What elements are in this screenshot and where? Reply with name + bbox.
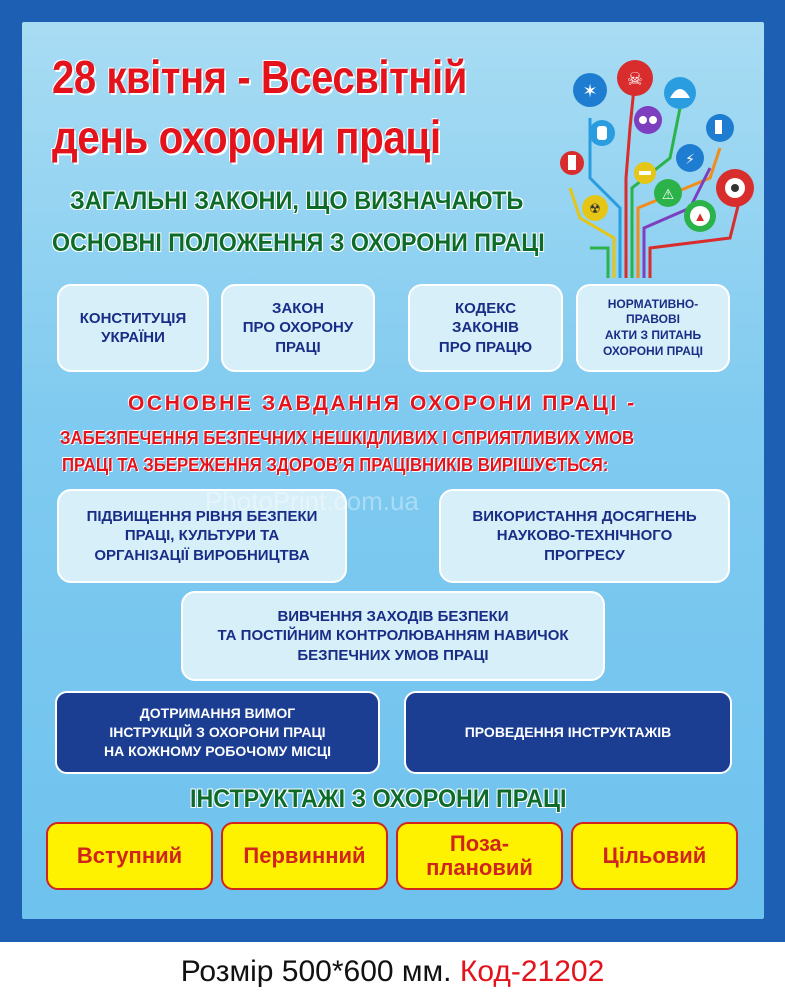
main-task-heading: ОСНОВНЕ ЗАВДАННЯ ОХОРОНИ ПРАЦІ - [128, 392, 637, 415]
caption-code: Код-21202 [459, 955, 605, 988]
svg-text:⚡: ⚡ [685, 151, 695, 167]
law-box-constitution: КОНСТИТУЦІЯ УКРАЇНИ [57, 284, 209, 372]
glove-icon [589, 120, 615, 146]
svg-text:⚠: ⚠ [661, 186, 675, 202]
briefing-unscheduled: Поза- плановий [396, 822, 563, 890]
poster-title-line1: 28 квітня - Всесвітній [52, 51, 467, 103]
laws-heading-line1: ЗАГАЛЬНІ ЗАКОНИ, ЩО ВИЗНАЧАЮТЬ [70, 187, 524, 215]
welding-icon [676, 144, 704, 172]
goggles-icon [634, 106, 662, 134]
svg-text:✶: ✶ [582, 81, 598, 101]
laws-heading-line2: ОСНОВНІ ПОЛОЖЕННЯ З ОХОРОНИ ПРАЦІ [52, 229, 545, 257]
law-box-labour-code: КОДЕКС ЗАКОНІВ ПРО ПРАЦЮ [408, 284, 563, 372]
svg-text:▲: ▲ [693, 209, 707, 224]
law-box-regulatory-acts: НОРМАТИВНО- ПРАВОВІ АКТИ З ПИТАНЬ ОХОРОНИ ПРАЦІ [576, 284, 730, 372]
gas-mask-icon [716, 169, 754, 207]
means-box-safety-level: ПІДВИЩЕННЯ РІВНЯ БЕЗПЕКИ ПРАЦІ, КУЛЬТУРИ ТА ОРГАНІЗАЦІЇ ВИРОБНИЦТВА [57, 489, 347, 583]
caption-size: Розмір 500*600 мм. [180, 955, 452, 988]
no-entry-icon [634, 162, 656, 184]
svg-text:☢: ☢ [589, 201, 601, 216]
means-box-scientific-progress: ВИКОРИСТАННЯ ДОСЯГНЕНЬ НАУКОВО-ТЕХНІЧНОГО ПРОГРЕСУ [439, 489, 730, 583]
poster-title-line2: день охорони праці [52, 111, 441, 163]
svg-text:☠: ☠ [626, 69, 644, 89]
fire-icon [573, 73, 607, 107]
means-box-safety-measures: ВИВЧЕННЯ ЗАХОДІВ БЕЗПЕКИ ТА ПОСТІЙНИМ КОНТРОЛЮВАННЯМ НАВИЧОК БЕЗПЕЧНИХ УМОВ ПРАЦІ [181, 591, 605, 681]
boot-icon [706, 114, 734, 142]
flammable-icon [684, 200, 716, 232]
caption [0, 955, 785, 989]
action-box-instructions: ДОТРИМАННЯ ВИМОГ ІНСТРУКЦІЙ З ОХОРОНИ ПРАЦІ НА КОЖНОМУ РОБОЧОМУ МІСЦІ [55, 691, 380, 774]
briefing-introductory: Вступний [46, 822, 213, 890]
main-task-line2: ПРАЦІ ТА ЗБЕРЕЖЕННЯ ЗДОРОВ’Я ПРАЦІВНИКІВ ВИРІШУЄТЬСЯ: [62, 455, 609, 475]
electric-hazard-icon [654, 179, 682, 207]
briefing-targeted: Цільовий [571, 822, 738, 890]
law-box-labour-protection-law: ЗАКОН ПРО ОХОРОНУ ПРАЦІ [221, 284, 375, 372]
poison-icon [617, 60, 653, 96]
protective-suit-icon [560, 151, 584, 175]
briefing-primary: Первинний [221, 822, 388, 890]
helmet-icon [664, 77, 696, 109]
action-box-briefings: ПРОВЕДЕННЯ ІНСТРУКТАЖІВ [404, 691, 732, 774]
watermark: PhotoPrint.com.ua [205, 486, 419, 516]
safety-icons-tree [560, 58, 760, 283]
briefings-heading: ІНСТРУКТАЖІ З ОХОРОНИ ПРАЦІ [190, 785, 567, 813]
biohazard-icon [582, 195, 608, 221]
main-task-line1: ЗАБЕЗПЕЧЕННЯ БЕЗПЕЧНИХ НЕШКІДЛИВИХ І СПРИЯТЛИВИХ УМОВ [60, 428, 635, 448]
